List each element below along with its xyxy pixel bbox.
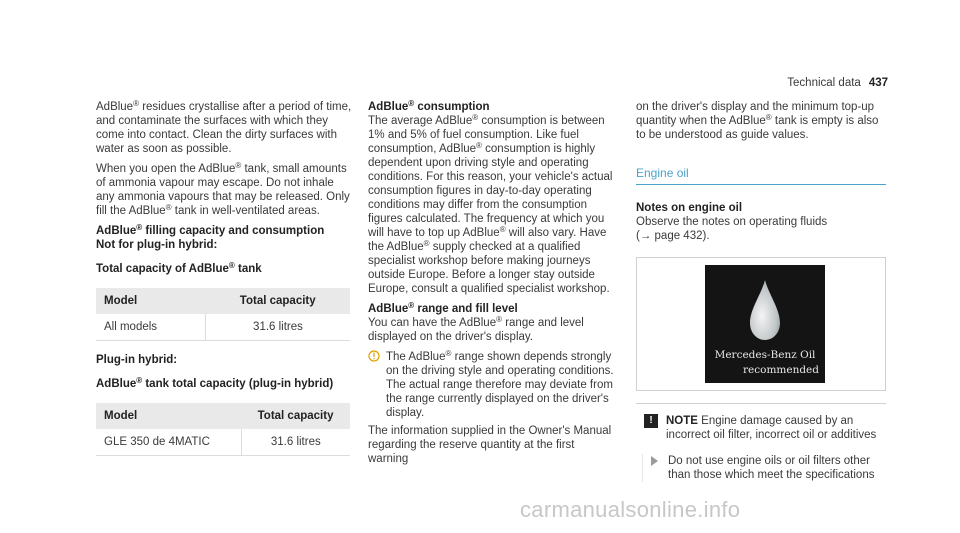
- table-cell-model: All models: [96, 314, 205, 341]
- paragraph-reserve: The information supplied in the Owner's Manual regarding the reserve quantity at the first warning: [368, 425, 612, 465]
- registered-mark: ®: [228, 261, 235, 270]
- registered-mark: ®: [235, 161, 242, 170]
- table-row: [96, 429, 350, 456]
- heading-filling-capacity: AdBlue® filling capacity and consumption: [96, 223, 325, 237]
- list-item: [642, 454, 886, 482]
- table-header-capacity: Total capacity: [241, 403, 350, 429]
- oil-logo-image: [636, 257, 886, 391]
- registered-mark: ®: [165, 203, 172, 212]
- registered-mark: ®: [136, 376, 143, 385]
- paragraph-consumption: The average AdBlue® consumption is between 1% and 5% of fuel consumption. Like fuel consumption, AdBlue® consumption is highly dependent upon driving style and operating conditions. For this reason, your vehicle's actual consumption figures in day-to-day operating conditions may differ from the consumption figures calculated. The frequency at which you will have to top up AdBlue® will also vary. Have the AdBlue® supply checked at a qualified specialist workshop before making journeys outside Europe. Before a longer stay outside Europe, consult a qualified specialist workshop.: [368, 113, 613, 295]
- table-cell-model: GLE 350 de 4MATIC: [96, 429, 241, 456]
- heading-plugin-hybrid: Plug-in hybrid:: [96, 354, 178, 366]
- table-header-model: Model: [96, 403, 241, 429]
- plugin-capacity-table: [96, 403, 350, 456]
- section-heading-engine-oil: Engine oil: [636, 166, 886, 185]
- registered-mark: ®: [408, 99, 415, 108]
- paragraph-ammonia: When you open the AdBlue® tank, small amounts of ammonia vapour may escape. Do not inhale any ammonia vapours that may be released. Only fill the AdBlue® tank in well-ventilated areas.: [96, 161, 350, 217]
- capacity-table: [96, 288, 350, 341]
- column-right: [636, 100, 886, 482]
- registered-mark: ®: [765, 113, 772, 122]
- watermark: carmanualsonline.info: [520, 497, 741, 522]
- paragraph-adblue-residues: AdBlue® residues crystallise after a period of time, and contaminate the surfaces with which they come into contact. Clean the dirty surfaces with water as soon as possible.: [96, 99, 352, 155]
- registered-mark: ®: [472, 113, 479, 122]
- heading-total-capacity: Total capacity of AdBlue® tank: [96, 261, 262, 275]
- heading-notes-engine-oil: Notes on engine oil: [636, 202, 743, 214]
- note-icon: [368, 350, 386, 420]
- heading-plugin-capacity: AdBlue® tank total capacity (plug-in hybrid): [96, 376, 334, 390]
- page-number: 437: [868, 77, 888, 89]
- registered-mark: ®: [496, 315, 503, 324]
- page-header: [787, 76, 888, 90]
- table-cell-capacity: 31.6 litres: [205, 314, 350, 341]
- heading-consumption: AdBlue® consumption: [368, 99, 490, 113]
- registered-mark: ®: [136, 223, 143, 232]
- table-header-model: Model: [96, 288, 205, 314]
- paragraph-guide-values: on the driver's display and the minimum top-up quantity when the AdBlue® tank is empty is also to be understood as guide values.: [636, 101, 879, 141]
- registered-mark: ®: [445, 349, 452, 358]
- note-range: The AdBlue® range shown depends strongly on the driving style and operating conditions. The actual range therefore may deviate from the range currently displayed on the driver's display.: [368, 350, 616, 420]
- logo-text-recommended: recommended: [743, 364, 819, 376]
- page-reference-link[interactable]: (→ page 432).: [636, 230, 710, 242]
- triangle-bullet-icon: [651, 456, 658, 466]
- warning-icon: !: [644, 414, 658, 428]
- mercedes-oil-logo: [705, 265, 825, 383]
- logo-text-brand: Mercedes-Benz Oil: [714, 349, 816, 361]
- heading-not-plugin: Not for plug-in hybrid:: [96, 239, 218, 251]
- registered-mark: ®: [408, 301, 415, 310]
- column-left: [96, 100, 352, 468]
- table-header-capacity: Total capacity: [205, 288, 350, 314]
- column-middle: [368, 100, 616, 472]
- warning-label: NOTE: [666, 415, 698, 427]
- heading-range-fill-level: AdBlue® range and fill level: [368, 301, 518, 315]
- registered-mark: ®: [476, 141, 482, 150]
- section-title: Technical data: [787, 77, 861, 89]
- bullet-text: Do not use engine oils or oil filters other than those which meet the specifications: [668, 455, 875, 481]
- table-cell-capacity: 31.6 litres: [241, 429, 350, 456]
- warning-text: Engine damage caused by an incorrect oil filter, incorrect oil or additives: [666, 415, 877, 441]
- registered-mark: ®: [133, 99, 139, 108]
- paragraph-range-display: You can have the AdBlue® range and level displayed on the driver's display.: [368, 315, 584, 343]
- oil-drop-icon: [749, 279, 781, 341]
- table-row: [96, 314, 350, 341]
- paragraph-observe-notes: Observe the notes on operating fluids: [636, 216, 828, 228]
- registered-mark: ®: [423, 239, 430, 248]
- registered-mark: ®: [499, 225, 506, 234]
- warning-note: [636, 403, 886, 442]
